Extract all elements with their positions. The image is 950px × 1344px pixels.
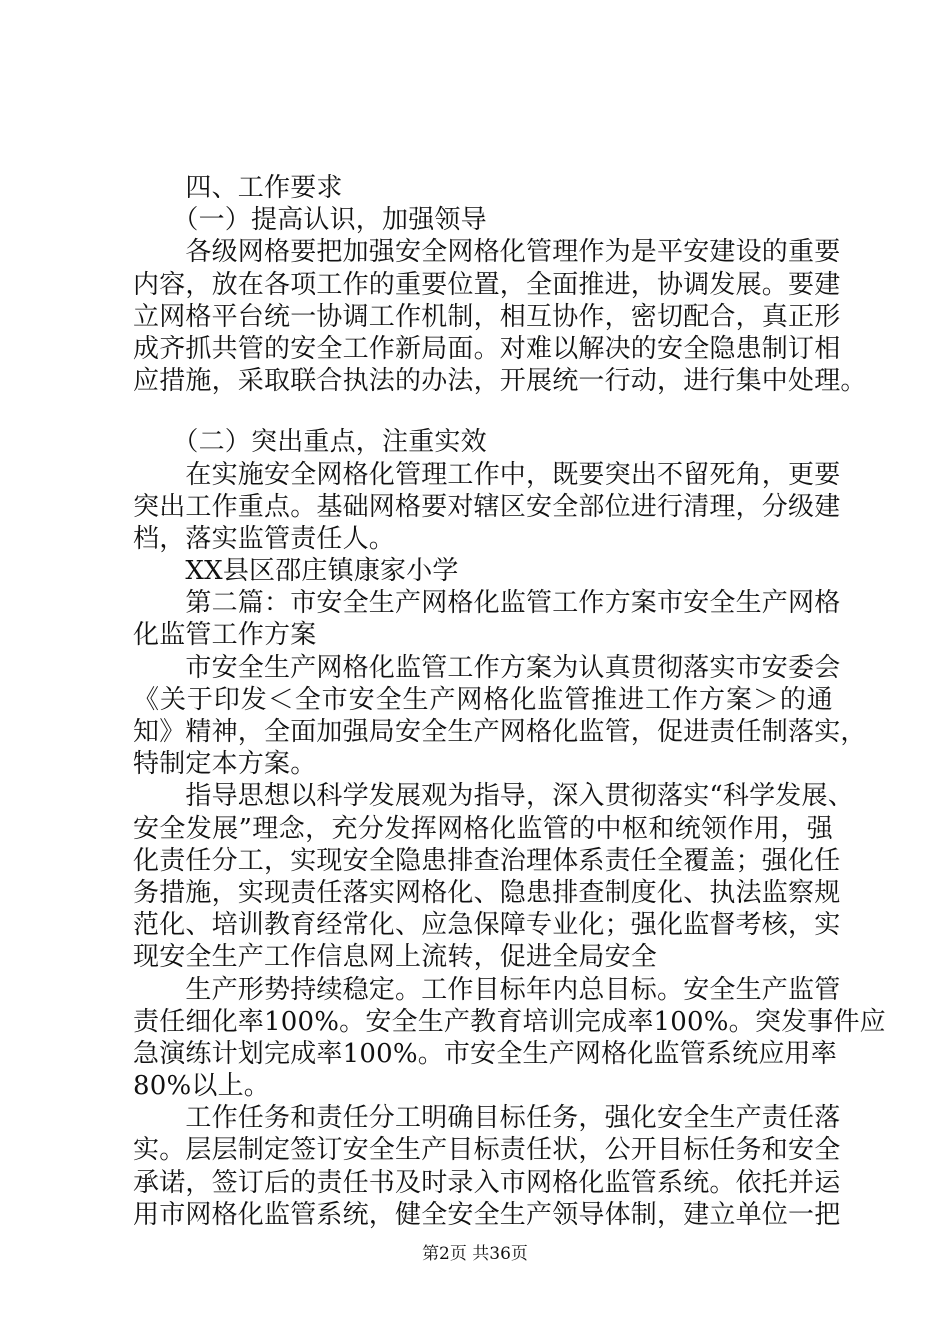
- text-line: 生产形势持续稳定。工作目标年内总目标。安全生产监管: [133, 974, 841, 1005]
- text-line: 突出工作重点。基础网格要对辖区安全部位进行清理，分级建: [133, 491, 841, 522]
- text-line: 档，落实监管责任人。: [133, 523, 396, 554]
- signature-line: XX县区邵庄镇康家小学: [133, 556, 459, 587]
- text-line: 第二篇：市安全生产网格化监管工作方案市安全生产网格: [133, 588, 841, 619]
- text-line: 成齐抓共管的安全工作新局面。对难以解决的安全隐患制订相: [133, 333, 841, 364]
- page-number-footer: 第2页 共36页: [422, 1244, 528, 1264]
- text-line: 80%以上。: [133, 1071, 270, 1102]
- text-line: 市安全生产网格化监管工作方案为认真贯彻落实市安委会: [133, 652, 841, 683]
- subsection-heading: （二）突出重点，注重实效: [133, 427, 487, 458]
- text-line: 承诺，签订后的责任书及时录入市网格化监管系统。依托并运: [133, 1167, 841, 1198]
- text-line: 急演练计划完成率100%。市安全生产网格化监管系统应用率: [133, 1038, 837, 1069]
- text-line: 立网格平台统一协调工作机制，相互协作，密切配合，真正形: [133, 301, 841, 332]
- text-line: 实。层层制定签订安全生产目标责任状，公开目标任务和安全: [133, 1135, 841, 1166]
- text-line: 内容，放在各项工作的重要位置，全面推进，协调发展。要建: [133, 269, 841, 300]
- text-line: 化责任分工，实现安全隐患排查治理体系责任全覆盖；强化任: [133, 845, 841, 876]
- text-line: 用市网格化监管系统，健全安全生产领导体制，建立单位一把: [133, 1199, 841, 1230]
- text-line: 现安全生产工作信息网上流转，促进全局安全: [133, 942, 658, 973]
- text-line: 《关于印发＜全市安全生产网格化监管推进工作方案＞的通: [133, 684, 833, 715]
- text-line: 指导思想以科学发展观为指导，深入贯彻落实“科学发展、: [133, 781, 854, 812]
- text-line: 特制定本方案。: [133, 749, 317, 780]
- section-heading: 四、工作要求: [133, 173, 343, 203]
- paragraph-gap: [133, 397, 833, 426]
- document-body: [133, 172, 886, 1231]
- text-line: 务措施，实现责任落实网格化、隐患排查制度化、执法监察规: [133, 877, 841, 908]
- text-line: 工作任务和责任分工明确目标任务，强化安全生产责任落: [133, 1103, 841, 1134]
- text-line: 范化、培训教育经常化、应急保障专业化；强化监督考核，实: [133, 910, 841, 941]
- text-line: 责任细化率100%。安全生产教育培训完成率100%。突发事件应: [133, 1006, 886, 1037]
- text-line: 化监管工作方案: [133, 620, 317, 651]
- text-line: 各级网格要把加强安全网格化管理作为是平安建设的重要: [133, 237, 841, 268]
- text-line: 知》精神，全面加强局安全生产网格化监管，促进责任制落实，: [133, 717, 867, 747]
- subsection-heading: （一）提高认识，加强领导: [133, 205, 487, 236]
- text-line: 在实施安全网格化管理工作中，既要突出不留死角，更要: [133, 459, 841, 490]
- text-line: 应措施，采取联合执法的办法，开展统一行动，进行集中处理。: [133, 366, 867, 397]
- text-line: 安全发展”理念，充分发挥网格化监管的中枢和统领作用，强: [133, 813, 833, 844]
